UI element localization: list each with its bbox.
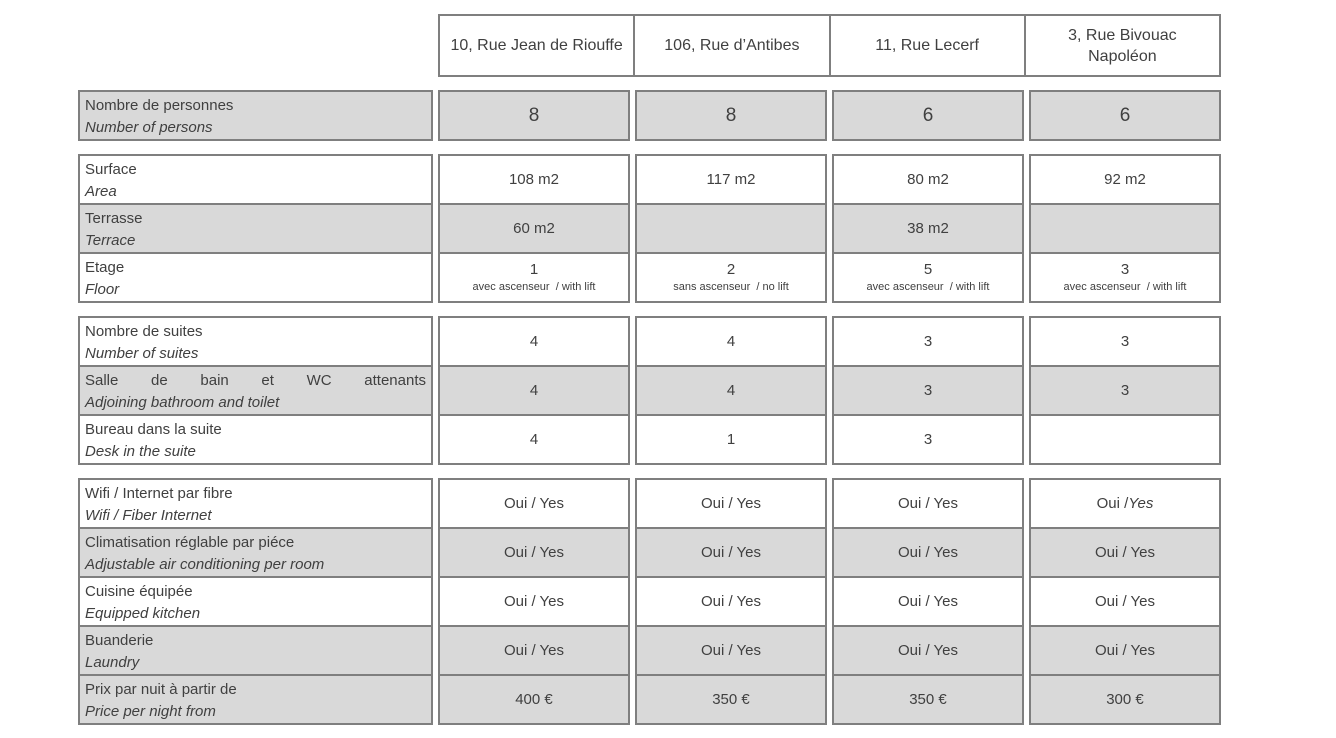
value-cell <box>832 203 1024 254</box>
value-cell <box>1029 365 1221 416</box>
value-text: 92 m2 <box>1104 170 1146 188</box>
value-column <box>635 154 827 303</box>
value-text: 3 <box>923 332 933 350</box>
value-text: 3 <box>923 381 933 399</box>
row-label-fr: Nombre de suites <box>85 323 203 340</box>
row-label-en: Desk in the suite <box>85 443 196 460</box>
value-text: Oui / Yes <box>700 543 762 561</box>
value-cell <box>438 316 630 367</box>
lift-note: avec ascenseur / with lift <box>472 281 596 293</box>
value-text: 400 € <box>515 690 553 708</box>
value-text: 300 € <box>1106 690 1144 708</box>
value-text: 6 <box>922 104 934 126</box>
value-text: 60 m2 <box>513 219 555 237</box>
value-column <box>1029 154 1221 303</box>
value-text: Oui / Yes <box>897 641 959 659</box>
value-cell <box>438 252 630 303</box>
value-text: Oui / Yes <box>700 494 762 512</box>
value-cell <box>635 90 827 141</box>
value-column <box>635 90 827 141</box>
value-text: 8 <box>528 104 540 126</box>
table-body <box>78 90 1221 725</box>
value-text: 1 <box>726 430 736 448</box>
value-cell <box>438 674 630 725</box>
address-header-row <box>438 14 1221 77</box>
value-cell <box>832 365 1024 416</box>
value-text: 350 € <box>712 690 750 708</box>
value-text: Oui / Yes <box>897 592 959 610</box>
value-cell <box>438 154 630 205</box>
row-label-fr: Nombre de personnes <box>85 97 234 114</box>
value-cell <box>1029 203 1221 254</box>
value-text: Oui / Yes <box>503 494 565 512</box>
value-column <box>635 316 827 465</box>
row-label-en: Adjustable air conditioning per room <box>85 556 325 573</box>
value-text: 4 <box>529 332 539 350</box>
value-cell <box>635 154 827 205</box>
label-column <box>78 478 433 725</box>
row-label-fr: Wifi / Internet par fibre <box>85 485 233 502</box>
comparison-table <box>78 14 1221 725</box>
value-cell <box>438 625 630 676</box>
value-column <box>1029 316 1221 465</box>
value-text: Oui / Yes <box>897 494 959 512</box>
row-label <box>78 365 433 416</box>
value-text: 38 m2 <box>907 219 949 237</box>
value-cell <box>438 478 630 529</box>
row-label <box>78 625 433 676</box>
value-cell <box>635 316 827 367</box>
value-text: Oui / Yes <box>1094 543 1156 561</box>
row-label-fr: Bureau dans la suite <box>85 421 222 438</box>
value-column <box>832 90 1024 141</box>
row-label <box>78 90 433 141</box>
value-text: 2 <box>726 261 736 278</box>
row-label-en: Laundry <box>85 654 140 671</box>
value-column <box>438 478 630 725</box>
value-cell <box>832 90 1024 141</box>
row-label-en: Adjoining bathroom and toilet <box>85 394 280 411</box>
value-text: Oui / <box>1096 494 1129 512</box>
column-header: 3, Rue Bivouac Napoléon <box>1024 16 1219 75</box>
value-cell <box>438 90 630 141</box>
value-cell <box>832 576 1024 627</box>
value-text: 3 <box>1120 261 1130 278</box>
row-group <box>78 154 1221 303</box>
row-label-fr: Cuisine équipée <box>85 583 193 600</box>
value-text: 117 m2 <box>706 170 756 188</box>
value-cell <box>635 527 827 578</box>
row-label-en: Number of persons <box>85 119 213 136</box>
row-label-fr: Surface <box>85 161 137 178</box>
value-cell <box>832 414 1024 465</box>
column-header: 106, Rue d’Antibes <box>633 16 828 75</box>
value-text: 350 € <box>909 690 947 708</box>
row-group <box>78 90 1221 141</box>
row-label-fr: Etage <box>85 259 125 276</box>
value-cell <box>1029 414 1221 465</box>
value-text: Oui / Yes <box>700 641 762 659</box>
row-group <box>78 478 1221 725</box>
value-text-italic: Yes <box>1128 494 1154 512</box>
lift-note: avec ascenseur / with lift <box>866 281 990 293</box>
value-cell <box>438 414 630 465</box>
value-column <box>635 478 827 725</box>
row-label-en: Area <box>85 183 117 200</box>
value-text: 3 <box>1120 332 1130 350</box>
value-text: 80 m2 <box>907 170 949 188</box>
value-column <box>832 154 1024 303</box>
value-cell <box>1029 90 1221 141</box>
value-cell <box>832 527 1024 578</box>
value-cell <box>438 576 630 627</box>
value-cell <box>1029 316 1221 367</box>
value-cell <box>635 674 827 725</box>
value-text: Oui / Yes <box>1094 592 1156 610</box>
value-text: 3 <box>1120 381 1130 399</box>
value-cell <box>832 625 1024 676</box>
column-header: 10, Rue Jean de Riouffe <box>450 37 623 54</box>
lift-note: sans ascenseur / no lift <box>673 281 789 293</box>
row-label <box>78 154 433 205</box>
row-label <box>78 414 433 465</box>
value-cell <box>1029 576 1221 627</box>
value-text: 1 <box>529 261 539 278</box>
value-cell <box>635 576 827 627</box>
value-cell <box>832 478 1024 529</box>
value-cell <box>635 478 827 529</box>
value-text: 8 <box>725 104 737 126</box>
lift-note: avec ascenseur / with lift <box>1063 281 1187 293</box>
value-cell <box>635 365 827 416</box>
label-column <box>78 90 433 141</box>
value-cell <box>438 203 630 254</box>
value-cell <box>832 154 1024 205</box>
value-text: Oui / Yes <box>1094 641 1156 659</box>
value-cell <box>1029 478 1221 529</box>
value-text: 5 <box>923 261 933 278</box>
value-column <box>1029 478 1221 725</box>
value-column <box>832 316 1024 465</box>
row-label-en: Terrace <box>85 232 136 249</box>
value-text: 108 m2 <box>508 170 560 188</box>
row-label <box>78 316 433 367</box>
row-label-fr: Salle de bain et WC attenants <box>85 372 426 389</box>
row-label-fr: Prix par nuit à partir de <box>85 681 237 698</box>
value-cell <box>635 203 827 254</box>
row-label <box>78 478 433 529</box>
value-cell <box>635 625 827 676</box>
value-text: 4 <box>726 381 736 399</box>
value-column <box>1029 90 1221 141</box>
value-cell <box>832 316 1024 367</box>
value-text: 3 <box>923 430 933 448</box>
value-column <box>438 90 630 141</box>
value-text: 6 <box>1119 104 1131 126</box>
value-column <box>438 154 630 303</box>
column-header: 11, Rue Lecerf <box>829 16 1024 75</box>
row-label-fr: Climatisation réglable par piéce <box>85 534 295 551</box>
value-text: 4 <box>726 332 736 350</box>
row-label-fr: Terrasse <box>85 210 143 227</box>
value-text: Oui / Yes <box>897 543 959 561</box>
value-cell <box>635 252 827 303</box>
value-cell <box>1029 527 1221 578</box>
value-cell <box>438 365 630 416</box>
row-label <box>78 674 433 725</box>
label-column <box>78 316 433 465</box>
row-label-fr: Buanderie <box>85 632 154 649</box>
value-text: 4 <box>529 430 539 448</box>
row-label <box>78 527 433 578</box>
value-cell <box>1029 674 1221 725</box>
value-cell <box>832 252 1024 303</box>
value-cell <box>635 414 827 465</box>
row-label-en: Price per night from <box>85 703 216 720</box>
value-text: Oui / Yes <box>503 543 565 561</box>
value-cell <box>1029 154 1221 205</box>
value-cell <box>1029 252 1221 303</box>
row-label <box>78 252 433 303</box>
value-text: Oui / Yes <box>503 592 565 610</box>
value-column <box>832 478 1024 725</box>
value-text: Oui / Yes <box>503 641 565 659</box>
row-label-en: Equipped kitchen <box>85 605 201 622</box>
row-label-en: Floor <box>85 281 120 298</box>
row-group <box>78 316 1221 465</box>
row-label <box>78 203 433 254</box>
value-cell <box>438 527 630 578</box>
row-label-en: Wifi / Fiber Internet <box>85 507 212 524</box>
value-text: Oui / Yes <box>700 592 762 610</box>
row-label-en: Number of suites <box>85 345 199 362</box>
value-text: 4 <box>529 381 539 399</box>
row-label <box>78 576 433 627</box>
label-column <box>78 154 433 303</box>
value-column <box>438 316 630 465</box>
value-cell <box>1029 625 1221 676</box>
value-cell <box>832 674 1024 725</box>
